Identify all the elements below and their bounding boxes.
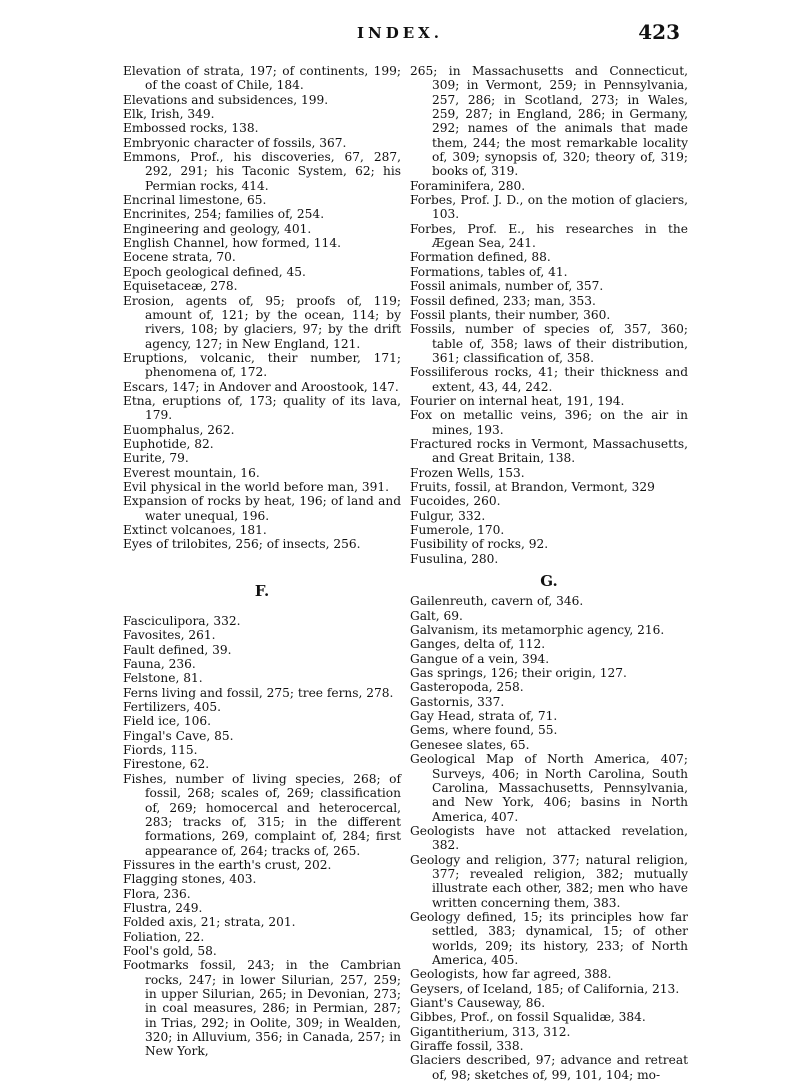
- index-entry: Fauna, 236.: [123, 657, 196, 672]
- index-entry: Forbes, Prof. J. D., on the motion of glaciers, 103.: [410, 193, 688, 222]
- index-entry: Formations, tables of, 41.: [410, 264, 568, 279]
- index-entry: Gibbes, Prof., on fossil Squalidæ, 384.: [410, 1010, 646, 1025]
- index-entry: Flagging stones, 403.: [123, 872, 257, 887]
- index-entry: Favosites, 261.: [123, 628, 216, 643]
- index-entry: Everest mountain, 16.: [123, 465, 260, 480]
- index-entry: Euphotide, 82.: [123, 436, 214, 451]
- index-entry: Elevation of strata, 197; of continents, 199; of the coast of Chile, 184.: [123, 64, 401, 93]
- index-entry: Fissures in the earth's crust, 202.: [123, 857, 332, 872]
- index-entry: Etna, eruptions of, 173; quality of its lava, 179.: [123, 393, 401, 423]
- index-entry: Field ice, 106.: [123, 714, 211, 729]
- running-head: INDEX.: [356, 24, 444, 42]
- section-heading-g: G.: [540, 572, 558, 591]
- index-entry: Fruits, fossil, at Brandon, Vermont, 329: [410, 479, 655, 494]
- page-header: [120, 20, 680, 50]
- index-entry: Geological Map of North America, 407; Surveys, 406; in North Carolina, South Carolina, Massachusetts, Pennsylvania, and New York, 406; basins in North America, 407.: [410, 752, 688, 824]
- index-entry: Evil physical in the world before man, 391.: [123, 479, 389, 494]
- section-heading-f: F.: [254, 581, 270, 600]
- index-entry: Extinct volcanoes, 181.: [123, 523, 267, 537]
- index-entry: Gailenreuth, cavern of, 346.: [410, 594, 584, 609]
- index-entry: Embossed rocks, 138.: [123, 121, 259, 136]
- index-entry: Fossil animals, number of, 357.: [410, 279, 604, 294]
- index-entry: English Channel, how formed, 114.: [123, 236, 341, 251]
- index-entry: Flora, 236.: [123, 886, 191, 901]
- index-entry: Geologists have not attacked revelation, 382.: [410, 823, 688, 853]
- index-entry: Forbes, Prof. E., his researches in the Ægean Sea, 241.: [410, 221, 688, 251]
- index-entry: Escars, 147; in Andover and Aroostook, 147.: [123, 379, 399, 394]
- index-entry: Euomphalus, 262.: [123, 422, 235, 437]
- index-entry: Fucoides, 260.: [410, 494, 501, 509]
- index-entry: Giant's Causeway, 86.: [410, 996, 546, 1010]
- index-entry: 265; in Massachusetts and Connecticut, 309; in Vermont, 259; in Pennsylvania, 257, 286; in Scotland, 273; in Wales, 259, 287; in England, 286; in Germany, 292; names of the animals that made them, 244; the most remarkable locality of, 309; synopsis of, 320; theory of, 319; books of, 319.: [410, 64, 688, 179]
- index-entry: Fox on metallic veins, 396; on the air in mines, 193.: [410, 408, 688, 437]
- index-entry: Fourier on internal heat, 191, 194.: [410, 393, 625, 408]
- index-entry: Elk, Irish, 349.: [123, 107, 215, 122]
- index-entry: Ganges, delta of, 112.: [410, 637, 546, 652]
- index-entry: Fumerole, 170.: [410, 523, 505, 537]
- index-entry: Fossil defined, 233; man, 353.: [410, 293, 596, 308]
- index-entry: Gas springs, 126; their origin, 127.: [410, 666, 627, 681]
- index-entry: Fusulina, 280.: [410, 551, 499, 566]
- index-entry: Gastornis, 337.: [410, 694, 505, 709]
- index-entry: Fool's gold, 58.: [123, 943, 217, 958]
- index-entry: Expansion of rocks by heat, 196; of land and water unequal, 196.: [123, 494, 401, 523]
- index-entry: Fossil plants, their number, 360.: [410, 307, 611, 322]
- index-entry: Felstone, 81.: [123, 671, 203, 686]
- index-entry: Frozen Wells, 153.: [410, 465, 525, 480]
- index-entry: Geology and religion, 377; natural religion, 377; revealed religion, 382; mutually illustrate each other, 382; men who have written concerning them, 383.: [410, 852, 688, 910]
- index-entry: Eurite, 79.: [123, 451, 189, 466]
- index-entry: Geology defined, 15; its principles how far settled, 383; dynamical, 15; of other worlds, 209; its history, 233; of North America, 405.: [410, 909, 688, 967]
- right-column: [410, 64, 688, 1082]
- index-entry: Fishes, number of living species, 268; of fossil, 268; scales of, 269; classification of, 269; homocercal and heterocercal, 283; tracks of, 315; in the different formations, 269, complaint of, 284; first appearance of, 264; tracks of, 265.: [123, 771, 401, 858]
- index-entry: Equisetaceæ, 278.: [123, 279, 238, 294]
- index-entries-g: [410, 594, 688, 1082]
- index-entry: Foraminifera, 280.: [410, 178, 526, 193]
- index-entry: Fault defined, 39.: [123, 642, 232, 657]
- page-number: 423: [638, 20, 680, 44]
- index-entry: Firestone, 62.: [123, 757, 210, 772]
- index-entry: Eruptions, volcanic, their number, 171; phenomena of, 172.: [123, 350, 401, 380]
- index-entry: Folded axis, 21; strata, 201.: [123, 915, 296, 930]
- index-entry: Fertilizers, 405.: [123, 700, 222, 715]
- index-entry: Fasciculipora, 332.: [123, 614, 241, 629]
- index-entry: Emmons, Prof., his discoveries, 67, 287, 292, 291; his Taconic System, 62; his Permian rocks, 414.: [123, 150, 401, 193]
- index-entries-f-continued: [410, 64, 688, 566]
- index-entry: Gigantitherium, 313, 312.: [410, 1024, 571, 1039]
- index-entry: Fulgur, 332.: [410, 508, 486, 523]
- index-entry: Fingal's Cave, 85.: [123, 728, 234, 743]
- index-entry: Galvanism, its metamorphic agency, 216.: [410, 623, 665, 638]
- index-entry: Fusibility of rocks, 92.: [410, 537, 549, 552]
- index-entry: Footmarks fossil, 243; in the Cambrian rocks, 247; in lower Silurian, 257, 259; in upper Silurian, 265; in Devonian, 273; in coal measures, 286; in Permian, 287; in Trias, 292; in Oolite, 309; in Wealden, 320; in Alluvium, 356; in Canada, 257; in New York,: [123, 958, 401, 1059]
- index-entry: Eyes of trilobites, 256; of insects, 256.: [123, 537, 361, 552]
- index-entry: Erosion, agents of, 95; proofs of, 119; amount of, 121; by the ocean, 114; by rivers, 108; by glaciers, 97; by the drift agency, 127; in New England, 121.: [123, 293, 401, 351]
- index-entries-e: [123, 64, 401, 552]
- index-entry: Elevations and subsidences, 199.: [123, 92, 329, 107]
- index-entry: Epoch geological defined, 45.: [123, 264, 306, 279]
- index-entry: Foliation, 22.: [123, 929, 205, 944]
- index-entry: Fractured rocks in Vermont, Massachusetts, and Great Britain, 138.: [410, 436, 688, 466]
- index-entry: Genesee slates, 65.: [410, 737, 530, 752]
- index-entry: Encrinal limestone, 65.: [123, 193, 267, 208]
- index-entry: Gems, where found, 55.: [410, 723, 558, 738]
- index-entry: Glaciers described, 97; advance and retreat of, 98; sketches of, 99, 101, 104; mo-: [410, 1053, 688, 1082]
- left-column: [123, 64, 401, 1059]
- index-entry: Eocene strata, 70.: [123, 250, 236, 265]
- index-entry: Giraffe fossil, 338.: [410, 1039, 524, 1054]
- index-entry: Fossiliferous rocks, 41; their thickness and extent, 43, 44, 242.: [410, 365, 688, 394]
- index-entry: Gasteropoda, 258.: [410, 680, 524, 695]
- index-entry: Formation defined, 88.: [410, 250, 551, 265]
- index-entry: Geysers, of Iceland, 185; of California, 213.: [410, 981, 680, 996]
- index-entry: Geologists, how far agreed, 388.: [410, 967, 612, 982]
- index-entry: Flustra, 249.: [123, 900, 203, 915]
- index-entry: Ferns living and fossil, 275; tree ferns, 278.: [123, 685, 394, 700]
- index-entry: Fiords, 115.: [123, 743, 198, 758]
- index-entry: Engineering and geology, 401.: [123, 221, 312, 236]
- index-entry: Galt, 69.: [410, 608, 463, 623]
- index-entry: Fossils, number of species of, 357, 360; table of, 358; laws of their distribution, 361; classification of, 358.: [410, 322, 688, 365]
- index-entries-f: [123, 614, 401, 1059]
- index-entry: Gay Head, strata of, 71.: [410, 709, 558, 724]
- index-entry: Encrinites, 254; families of, 254.: [123, 207, 325, 222]
- index-entry: Embryonic character of fossils, 367.: [123, 135, 347, 150]
- index-entry: Gangue of a vein, 394.: [410, 651, 550, 666]
